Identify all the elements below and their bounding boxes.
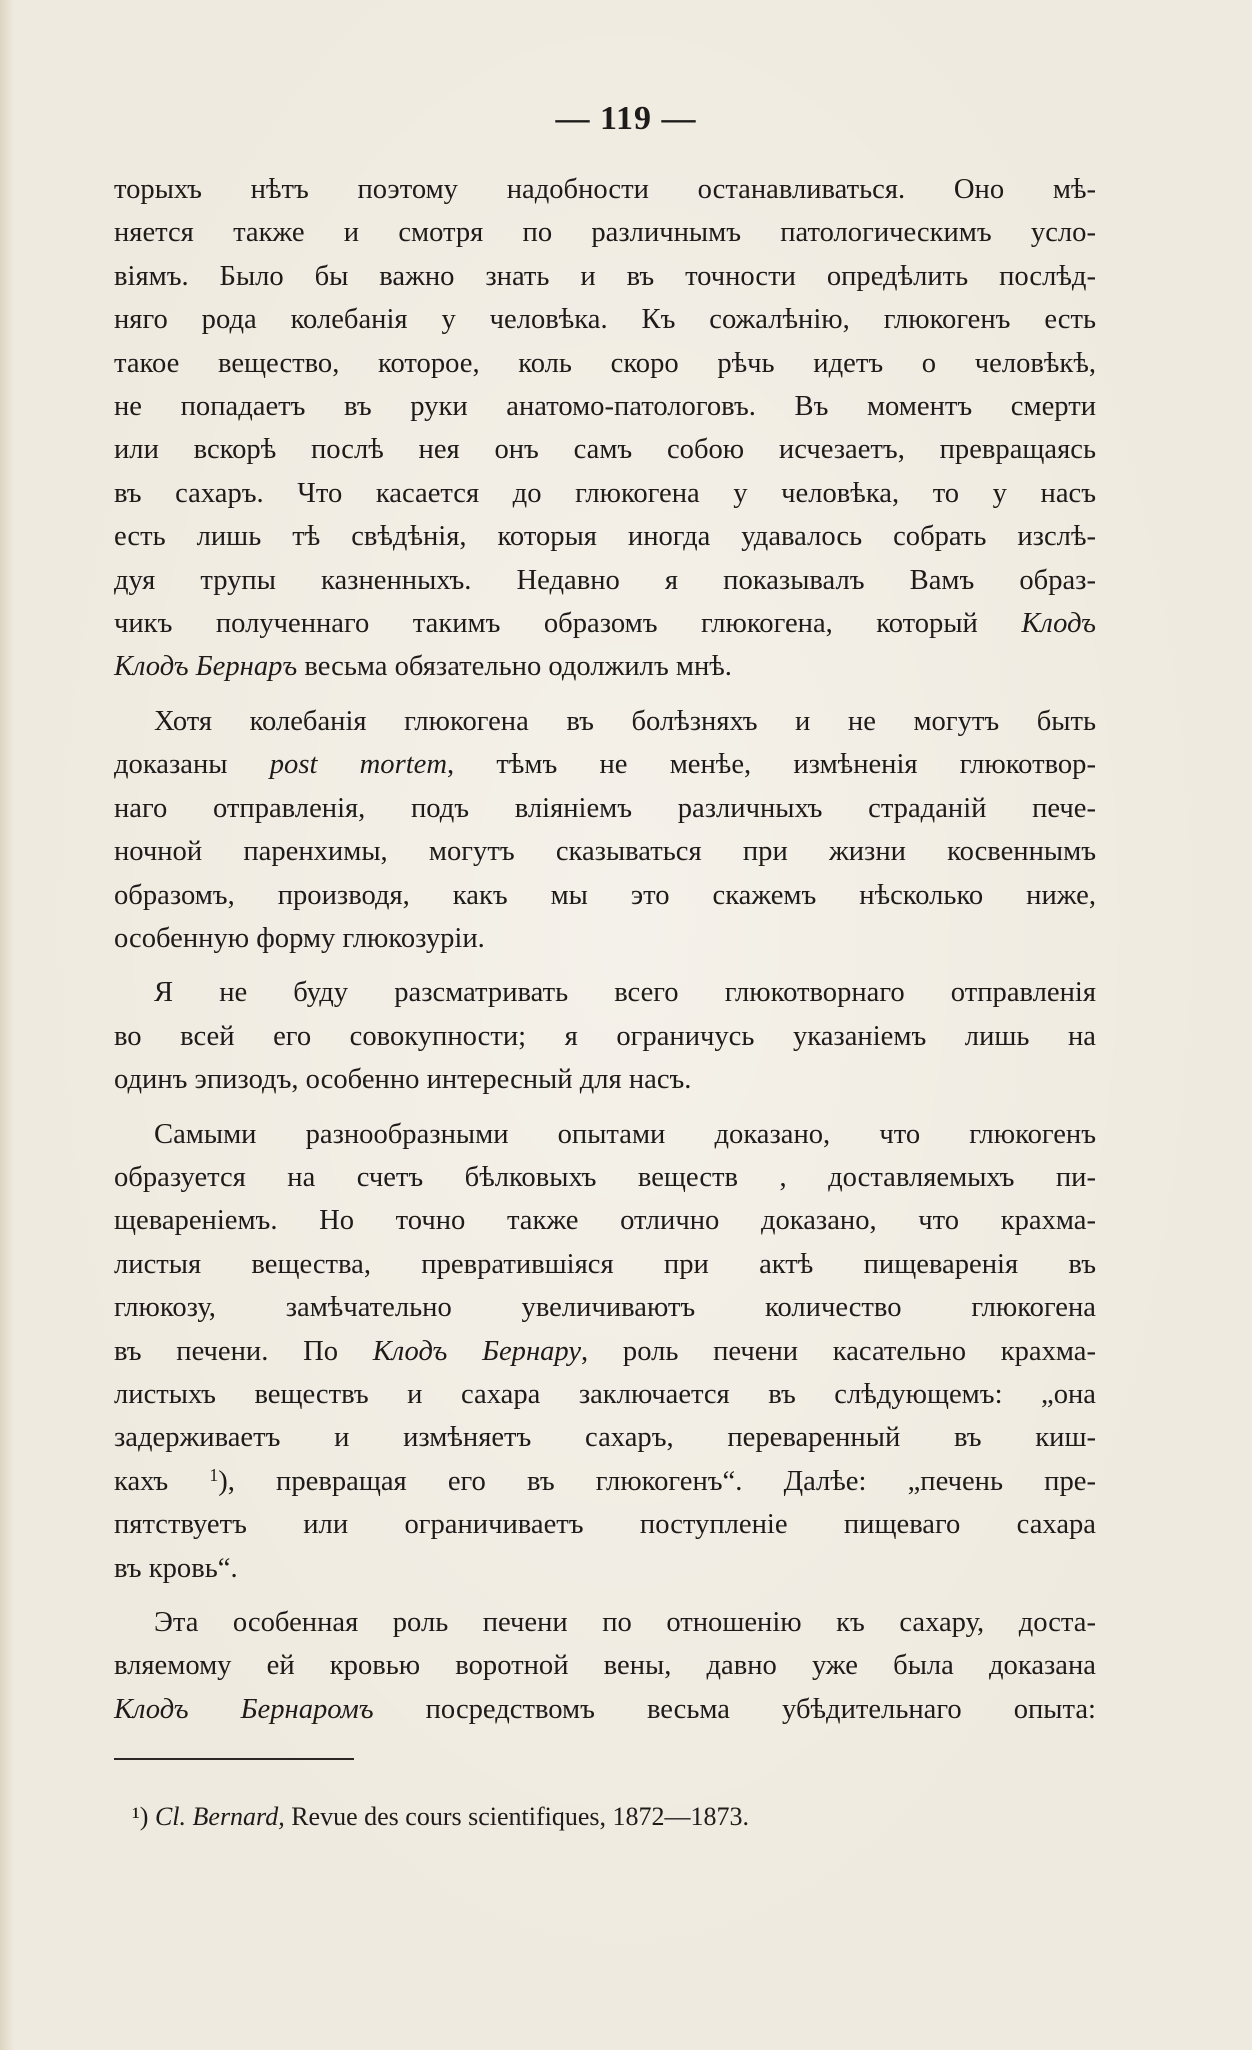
text-line: въ сахаръ. Что касается до глюкогена у человѣка, то у насъ bbox=[114, 477, 1096, 509]
paragraph-1 bbox=[114, 168, 1096, 689]
paragraph-5 bbox=[114, 1601, 1096, 1731]
text-line: наго отправленія, подъ вліяніемъ различныхъ страданій пече- bbox=[114, 792, 1096, 824]
footnote bbox=[132, 1801, 749, 1833]
text-line: Я не буду разсматривать всего глюкотворнаго отправленія bbox=[154, 977, 1096, 1009]
text-run: , роль печени касательно крахма- bbox=[581, 1335, 1097, 1367]
page-binding-edge bbox=[0, 0, 14, 2050]
text-line bbox=[114, 1330, 1096, 1373]
text-line: торыхъ нѣтъ поэтому надобности останавливаться. Оно мѣ- bbox=[114, 174, 1096, 205]
text-line: листыя вещества, превратившіяся при актѣ пищеваренія въ bbox=[114, 1248, 1096, 1280]
text-line: во всей его совокупности; я ограничусь указаніемъ лишь на bbox=[114, 1020, 1096, 1052]
text-line bbox=[114, 743, 1096, 786]
text-run: въ печени. По bbox=[114, 1335, 373, 1367]
paragraph-2 bbox=[114, 700, 1096, 960]
text-run: , тѣмъ не менѣе, измѣненія глюкотвор- bbox=[446, 749, 1096, 781]
text-line bbox=[114, 602, 1096, 645]
text-run: чикъ полученнаго такимъ образомъ глюкогена, который bbox=[114, 608, 978, 640]
text-line: особенную форму глюкозуріи. bbox=[114, 922, 485, 954]
text-line: няется также и смотря по различнымъ патологическимъ усло- bbox=[114, 217, 1096, 249]
text-line: задерживаетъ и измѣняетъ сахаръ, переваренный въ киш- bbox=[114, 1422, 1096, 1454]
italic-name: Клодъ Бернаръ bbox=[114, 651, 298, 683]
italic-name: Клодъ Бернару bbox=[372, 1335, 582, 1367]
text-line: листыхъ веществъ и сахара заключается въ слѣдующемъ: „она bbox=[114, 1378, 1096, 1410]
text-run: кахъ bbox=[114, 1465, 210, 1497]
footnote-author: Cl. Bernard, bbox=[154, 1802, 285, 1831]
italic-phrase: post mortem bbox=[269, 749, 447, 781]
text-line: ночной паренхимы, могутъ сказываться при жизни косвеннымъ bbox=[114, 836, 1096, 868]
italic-name: Клодъ Бернаромъ bbox=[114, 1693, 374, 1725]
text-line: Самыми разнообразными опытами доказано, что глюкогенъ bbox=[154, 1118, 1096, 1150]
text-run: доказаны bbox=[114, 749, 270, 781]
text-line: пятствуетъ или ограничиваетъ поступленіе пищеваго сахара bbox=[114, 1509, 1096, 1541]
text-line: образомъ, производя, какъ мы это скажемъ нѣсколько ниже, bbox=[114, 879, 1096, 911]
text-line: въ кровь“. bbox=[114, 1552, 238, 1584]
text-line: Хотя колебанія глюкогена въ болѣзняхъ и не могутъ быть bbox=[154, 705, 1096, 737]
footnote-text: Revue des cours scientifiques, 1872—1873. bbox=[284, 1802, 750, 1831]
footnote-reference: 1 bbox=[209, 1464, 219, 1485]
footnote-marker: ¹) bbox=[132, 1802, 149, 1831]
text-line: віямъ. Было бы важно знать и въ точности опредѣлить послѣд- bbox=[114, 260, 1096, 292]
text-line: есть лишь тѣ свѣдѣнія, которыя иногда удавалось собрать изслѣ- bbox=[114, 521, 1096, 553]
text-line: глюкозу, замѣчательно увеличиваютъ количество глюкогена bbox=[114, 1292, 1096, 1324]
text-line: одинъ эпизодъ, особенно интересный для насъ. bbox=[114, 1064, 692, 1096]
text-line bbox=[114, 645, 1096, 688]
body-text bbox=[114, 168, 1096, 1731]
text-line: не попадаетъ въ руки анатомо-патологовъ. Въ моментъ смерти bbox=[114, 391, 1096, 423]
italic-name: Клодъ bbox=[1021, 608, 1096, 640]
text-line: няго рода колебанія у человѣка. Къ сожалѣнію, глюкогенъ есть bbox=[114, 304, 1096, 336]
text-line: щевареніемъ. Но точно также отлично доказано, что крахма- bbox=[114, 1205, 1096, 1237]
paragraph-4 bbox=[114, 1113, 1096, 1590]
text-line bbox=[114, 1460, 1096, 1503]
page-number: — 119 — bbox=[555, 100, 697, 137]
text-line: такое вещество, которое, коль скоро рѣчь идетъ о человѣкѣ, bbox=[114, 347, 1096, 379]
text-line: образуется на счетъ бѣлковыхъ веществ , доставляемыхъ пи- bbox=[114, 1161, 1096, 1193]
footnote-divider bbox=[114, 1758, 354, 1760]
text-line: вляемому ей кровью воротной вены, давно уже была доказана bbox=[114, 1650, 1096, 1682]
text-line: дуя трупы казненныхъ. Недавно я показывалъ Вамъ образ- bbox=[114, 564, 1096, 596]
text-run: ), превращая его въ глюкогенъ“. Далѣе: „печень пре- bbox=[218, 1465, 1096, 1497]
text-run: посредствомъ весьма убѣдительнаго опыта: bbox=[373, 1693, 1096, 1725]
text-line: Эта особенная роль печени по отношенію къ сахару, доста- bbox=[154, 1607, 1096, 1638]
text-line: или вскорѣ послѣ нея онъ самъ собою исчезаетъ, превращаясь bbox=[114, 434, 1096, 466]
text-run: весьма обязательно одолжилъ мнѣ. bbox=[297, 651, 732, 683]
paragraph-3 bbox=[114, 971, 1096, 1101]
text-line bbox=[114, 1688, 1096, 1731]
